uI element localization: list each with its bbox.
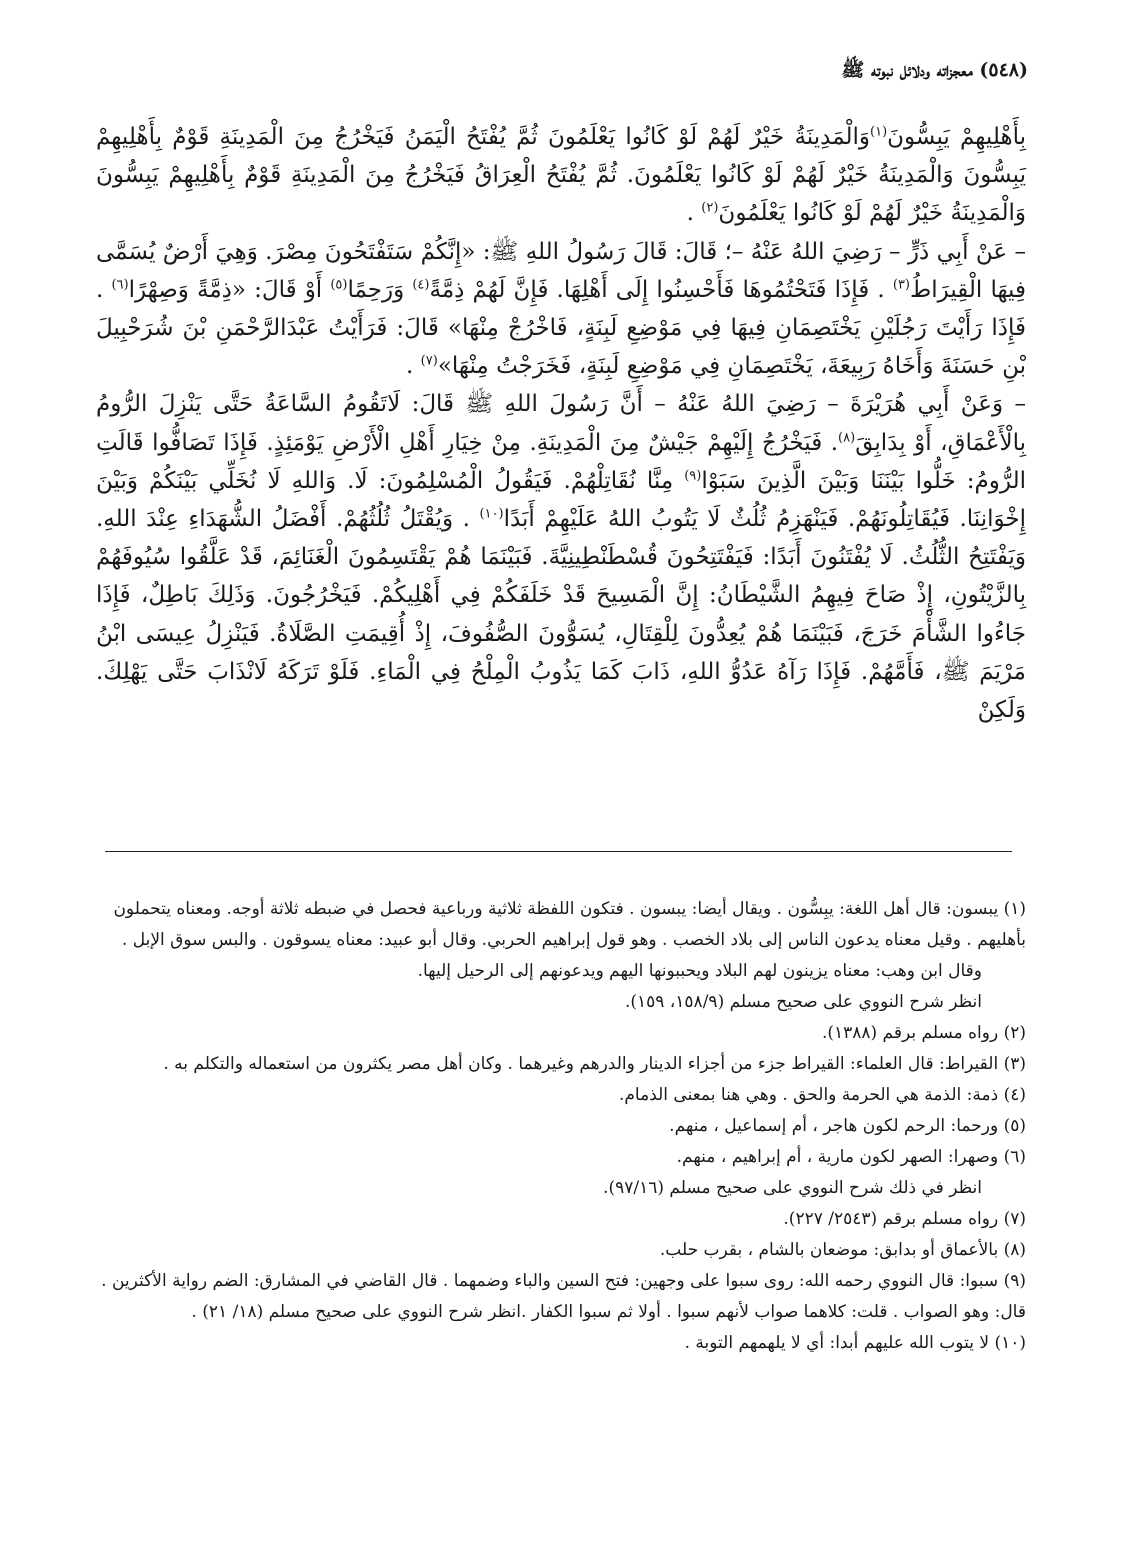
text-segment: بِأَهْلِيهِمْ يَبِسُّونَ: [887, 124, 1026, 150]
footnote-ref: (٨): [838, 429, 856, 445]
text-segment: .: [406, 353, 421, 380]
footnote: (١٠) لا يتوب الله عليهم أبدا: أي لا يلهمهم التوبة .: [684, 1333, 1026, 1353]
footnote: انظر شرح النووي على صحيح مسلم (١٥٨/٩، ١٥٩).: [624, 992, 982, 1012]
footnote: (٨) بالأعماق أو بدابق: موضعان بالشام ، بقرب حلب.: [659, 1240, 1026, 1260]
text-segment: . وَيُقْتَلُ ثُلُثُهُمْ. أَفْضَلُ الشُّهَدَاءِ عِنْدَ اللهِ. وَيَفْتَتِحُ الثُّلُثُ. لَا يُفْتَنُونَ أَبَدًا: فَيَفْتَتِحُونَ قُسْطَنْطِينِيَّةَ. فَبَيْنَمَا هُمْ يَقْتَسِمُونَ الْغَنَائِمَ، قَدْ عَلَّقُوا سُيُوفَهُمْ بِالزَّيْتُونِ، إِذْ صَاحَ فِيهِمُ الشَّيْطَانُ: إِنَّ الْمَسِيحَ قَدْ خَلَفَكُمْ فِي أَهْلِيكُمْ. فَيَخْرُجُونَ. وَذَلِكَ بَاطِلٌ، فَإِذَا جَاءُوا الشَّأْمَ خَرَجَ، فَبَيْنَمَا هُمْ يُعِدُّونَ لِلْقِتَالِ، يُسَوُّونَ الصُّفُوفَ، إِذْ أُقِيمَتِ الصَّلَاةُ. فَيَنْزِلُ عِيسَى ابْنُ مَرْيَمَ ﷺ، فَأَمَّهُمْ. فَإِذَا رَآهُ عَدُوُّ اللهِ، ذَابَ كَمَا يَذُوبُ الْمِلْحُ فِي الْمَاءِ. فَلَوْ تَرَكَهُ لَانْذَابَ حَتَّى يَهْلِكَ. وَلَكِنْ: [96, 506, 1026, 724]
footnote-divider: [105, 851, 1012, 852]
footnote-ref: (٥): [330, 277, 348, 293]
footnote: (٢) رواه مسلم برقم (١٣٨٨).: [821, 1023, 1026, 1043]
footnote-ref: (٩): [684, 468, 702, 484]
text-segment: .: [686, 200, 702, 227]
footnotes: [96, 894, 1026, 1359]
text-segment: – عَنْ أَبِي ذَرٍّ – رَضِيَ اللهُ عَنْهُ –؛ قَالَ: قَالَ رَسُولُ اللهِ ﷺ: «إِنَّكُمْ سَتَفْتَحُونَ مِصْرَ. وَهِيَ أَرْضٌ يُسَمَّى فِيهَا الْقِيرَاطُ: [96, 238, 1026, 303]
footnote: (٧) رواه مسلم برقم (٢٥٤٣/ ٢٢٧).: [783, 1209, 1026, 1229]
text-segment: . فَإِذَا رَأَيْتَ رَجُلَيْنِ يَخْتَصِمَانِ فِيهَا فِي مَوْضِعِ لَبِنَةٍ، فَاخْرُجْ مِنْهَا» قَالَ: فَرَأَيْتُ عَبْدَالرَّحْمَنِ بْنَ شُرَحْبِيلَ بْنِ حَسَنَةَ وَأَخَاهُ رَبِيعَةَ، يَخْتَصِمَانِ فِي مَوْضِعِ لَبِنَةٍ، فَخَرَجْتُ مِنْهَا»: [96, 276, 1026, 380]
footnote-ref: (٣): [892, 277, 910, 293]
footnote-ref: (٢): [701, 200, 719, 216]
text-segment: وَرَحِمًا: [347, 276, 413, 303]
main-paragraph: [96, 233, 1026, 386]
footnote: (٩) سبوا: قال النووي رحمه الله: روى سبوا على وجهين: فتح السين والباء وضمهما . قال القاضي في المشارق: الضم رواية الأكثرين . قال: وهو الصواب . قلت: كلاهما صواب لأنهم سبوا . أولا ثم سبوا الكفار .انظر شرح النووي على صحيح مسلم (١٨/ ٢١) .: [101, 1271, 1026, 1322]
text-segment: – وَعَنْ أَبِي هُرَيْرَةَ – رَضِيَ اللهُ عَنْهُ – أَنَّ رَسُولَ اللهِ ﷺ قَالَ: لَاتَقُومُ السَّاعَةُ حَتَّى يَنْزِلَ الرُّومُ بِالْأَعْمَاقِ، أَوْ بِدَابِقَ: [96, 391, 1027, 456]
footnote: (٤) ذمة: الذمة هي الحرمة والحق . وهي هنا بمعنى الذمام.: [618, 1085, 1026, 1105]
footnote-ref: (٦): [111, 277, 129, 293]
footnote: (١) يبسون: قال أهل اللغة: يبِسُّون . ويقال أيضا: يبسون . فتكون اللفظة ثلاثية ورباعية فحصل في ضبطه ثلاثة أوجه. ومعناه يتحملون بأهليهم . وقيل معناه يدعون الناس إلى بلاد الخصب . وهو قول إبراهيم الحربي. وقال أبو عبيد: معناه يسوقون . والبس سوق الإبل .: [113, 899, 1026, 950]
running-title: (٥٤٨) معجزاته ودلائل نبوته ﷺ: [841, 59, 1028, 81]
footnote: انظر في ذلك شرح النووي على صحيح مسلم (٩٧/١٦).: [603, 1178, 982, 1198]
footnote-ref: (٤): [412, 277, 430, 293]
text-segment: وَالْمَدِينَةُ خَيْرٌ لَهُمْ لَوْ كَانُوا يَعْلَمُونَ ثُمَّ يُفْتَحُ الْيَمَنُ فَيَخْرُجُ مِنَ الْمَدِينَةِ قَوْمٌ بِأَهْلِيهِمْ يَبِسُّونَ وَالْمَدِينَةُ خَيْرٌ لَهُمْ لَوْ كَانُوا يَعْلَمُونَ. ثُمَّ يُفْتَحُ الْعِرَاقُ فَيَخْرُجُ مِنَ الْمَدِينَةِ قَوْمٌ بِأَهْلِيهِمْ يَبِسُّونَ وَالْمَدِينَةُ خَيْرٌ لَهُمْ لَوْ كَانُوا يَعْلَمُونَ: [96, 124, 1026, 227]
footnote: (٥) ورحما: الرحم لكون هاجر ، أم إسماعيل ، منهم.: [669, 1116, 1026, 1136]
running-header: [96, 58, 1028, 98]
footnote: (٣) القيراط: قال العلماء: القيراط جزء من أجزاء الدينار والدرهم وغيرهما . وكان أهل مصر يكثرون من استعماله والتكلم به .: [163, 1054, 1026, 1074]
main-paragraph: [96, 385, 1026, 729]
text-segment: أَوْ قَالَ: «ذِمَّةً وَصِهْرًا: [128, 276, 331, 303]
text-segment: . فَيَخْرُجُ إِلَيْهِمْ جَيْشٌ مِنَ الْمَدِينَةِ. مِنْ خِيَارِ أَهْلِ الْأَرْضِ يَوْمَئِذٍ. فَإِذَا تَصَافُّوا قَالَتِ الرُّومُ: خَلُّوا بَيْنَنَا وَبَيْنَ الَّذِينَ سَبَوْا: [96, 429, 1026, 494]
footnote-ref: (١): [870, 124, 888, 140]
footnote: وقال ابن وهب: معناه يزينون لهم البلاد ويحببونها اليهم ويدعونهم إلى الرحيل إليها.: [417, 961, 982, 981]
main-paragraph: [96, 118, 1026, 233]
footnote-ref: (١٠): [479, 506, 504, 522]
text-segment: مِنَّا نُقَاتِلْهُمْ. فَيَقُولُ الْمُسْلِمُونَ: لَا. وَاللهِ لَا نُخَلِّي بَيْنَكُمْ وَبَيْنَ إِخْوَانِنَا. فَيُقَاتِلُونَهُمْ. فَيَنْهَزِمُ ثُلُثٌ لَا يَتُوبُ اللهُ عَلَيْهِمْ أَبَدًا: [96, 467, 1026, 533]
text-segment: . فَإِذَا فَتَحْتُمُوهَا فَأَحْسِنُوا إِلَى أَهْلِهَا. فَإِنَّ لَهُمْ ذِمَّةً: [429, 276, 893, 303]
footnote: (٦) وصهرا: الصهر لكون مارية ، أم إبراهيم ، منهم.: [676, 1147, 1026, 1167]
main-text: [96, 118, 1026, 729]
footnote-ref: (٧): [420, 353, 438, 369]
